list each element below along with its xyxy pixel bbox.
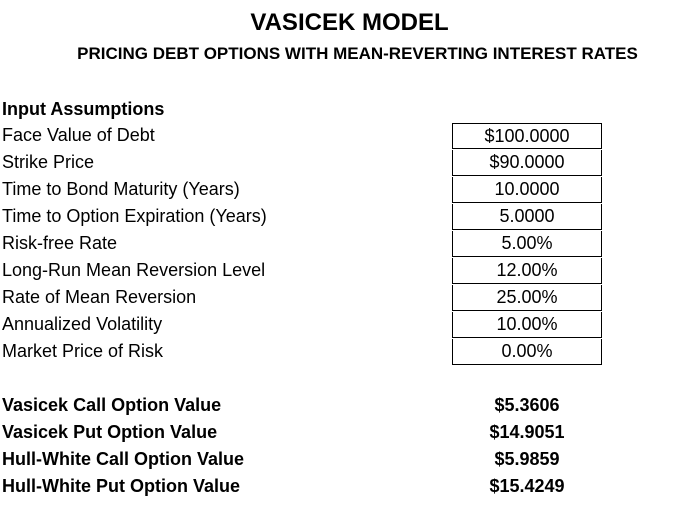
input-label-rate-mean-reversion: Rate of Mean Reversion xyxy=(2,287,197,307)
input-label-mean-reversion-level: Long-Run Mean Reversion Level xyxy=(2,260,266,280)
input-cell-risk-free-rate[interactable]: 5.00% xyxy=(452,231,602,257)
page-title: VASICEK MODEL xyxy=(250,9,449,36)
input-label-bond-maturity: Time to Bond Maturity (Years) xyxy=(2,179,240,199)
input-label-volatility: Annualized Volatility xyxy=(2,314,163,334)
output-value-hullwhite-put: $15.4249 xyxy=(489,476,565,496)
input-cell-strike-price[interactable]: $90.0000 xyxy=(452,150,602,176)
input-cell-option-expiration[interactable]: 5.0000 xyxy=(452,204,602,230)
output-value-hullwhite-call: $5.9859 xyxy=(494,449,560,469)
output-label-vasicek-put: Vasicek Put Option Value xyxy=(2,422,218,442)
input-label-option-expiration: Time to Option Expiration (Years) xyxy=(2,206,267,226)
input-cell-face-value[interactable]: $100.0000 xyxy=(452,123,602,149)
input-label-face-value: Face Value of Debt xyxy=(2,125,155,145)
input-cell-market-price-risk[interactable]: 0.00% xyxy=(452,339,602,365)
input-label-market-price-risk: Market Price of Risk xyxy=(2,341,164,361)
input-assumptions-header: Input Assumptions xyxy=(2,99,165,119)
output-value-vasicek-put: $14.9051 xyxy=(489,422,565,442)
output-label-hullwhite-call: Hull-White Call Option Value xyxy=(2,449,245,469)
input-label-risk-free-rate: Risk-free Rate xyxy=(2,233,118,253)
output-label-hullwhite-put: Hull-White Put Option Value xyxy=(2,476,240,496)
input-cell-rate-mean-reversion[interactable]: 25.00% xyxy=(452,285,602,311)
input-cell-bond-maturity[interactable]: 10.0000 xyxy=(452,177,602,203)
input-label-strike-price: Strike Price xyxy=(2,152,95,172)
page-subtitle: PRICING DEBT OPTIONS WITH MEAN-REVERTING INTEREST RATES xyxy=(77,44,638,63)
output-value-vasicek-call: $5.3606 xyxy=(494,395,560,415)
output-label-vasicek-call: Vasicek Call Option Value xyxy=(2,395,222,415)
input-cell-mean-reversion-level[interactable]: 12.00% xyxy=(452,258,602,284)
input-cell-volatility[interactable]: 10.00% xyxy=(452,312,602,338)
